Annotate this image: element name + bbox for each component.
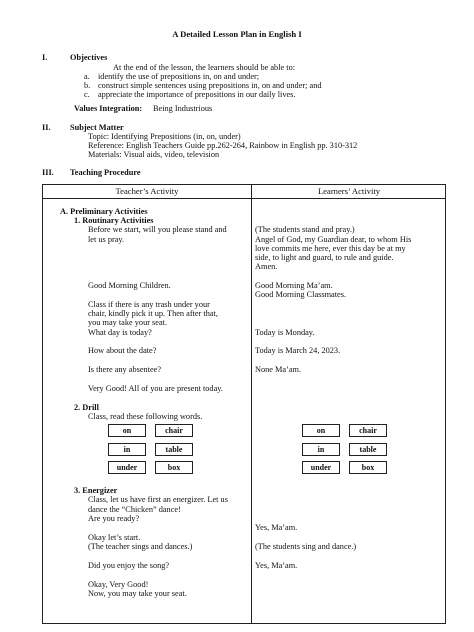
objectives-heading: Objectives [70,53,108,62]
teacher-trash-3: you may take your seat. [88,318,168,327]
learner-enjoy: Yes, Ma’am. [255,561,298,570]
word-card-chair: chair [155,424,193,437]
values-label: Values Integration: [74,104,143,113]
learner-word-card-on: on [302,424,340,437]
values-text: Being Industrious [153,104,213,113]
routinary-heading: 1. Routinary Activities [74,216,154,225]
energizer-heading: 3. Energizer [74,486,118,495]
word-card-in: in [108,443,146,456]
teacher-date: How about the date? [88,346,157,355]
topic-line: Topic: Identifying Prepositions (in, on, under) [88,132,241,141]
word-card-under: under [108,461,146,474]
learner-ready: Yes, Ma’am. [255,523,298,532]
teacher-good: Very Good! All of you are present today. [88,384,223,393]
subject-matter-number: II. [42,123,51,132]
objectives-number: I. [42,53,48,62]
learner-pray-2: Angel of God, my Guardian dear, to whom His [255,235,412,244]
learner-day: Today is Monday. [255,328,315,337]
document-title: A Detailed Lesson Plan in English I [172,29,302,39]
objective-c: appreciate the importance of prepositions in our daily lives. [98,90,296,99]
teacher-absent: Is there any absentee? [88,365,162,374]
teacher-energizer-2: dance the “Chicken” dance! [88,505,181,514]
learner-morning-1: Good Morning Ma’am. [255,281,333,290]
learner-pray-3: love commits me here, ever this day be at my [255,244,406,253]
teacher-day: What day is today? [88,328,152,337]
preliminary-heading: A. Preliminary Activities [60,207,148,216]
learner-absent: None Ma’am. [255,365,302,374]
learner-word-card-under: under [302,461,340,474]
word-card-box: box [155,461,193,474]
teacher-end-1: Okay, Very Good! [88,580,149,589]
learner-morning-2: Good Morning Classmates. [255,290,347,299]
learner-date: Today is March 24, 2023. [255,346,341,355]
learner-word-card-in: in [302,443,340,456]
learner-word-card-box: box [349,461,387,474]
teacher-energizer-1: Class, let us have first an energizer. Let us [88,495,228,504]
column-divider [251,185,252,623]
learner-sing: (The students sing and dance.) [255,542,357,551]
teacher-energizer-3: Are you ready? [88,514,140,523]
teacher-morning: Good Morning Children. [88,281,171,290]
teacher-end-2: Now, you may take your seat. [88,589,187,598]
materials-line: Materials: Visual aids, video, television [88,150,220,159]
learner-word-card-table: table [349,443,387,456]
word-card-table: table [155,443,193,456]
teacher-pray-2: let us pray. [88,235,125,244]
learner-word-card-chair: chair [349,424,387,437]
drill-instruction: Class, read these following words. [88,412,203,421]
learner-pray-5: Amen. [255,262,278,271]
learner-pray-1: (The students stand and pray.) [255,225,355,234]
teacher-trash-2: chair, kindly pick it up. Then after that, [88,309,218,318]
procedure-number: III. [42,168,54,177]
objective-letter-a: a. [84,72,90,81]
objectives-intro: At the end of the lesson, the learners should be able to: [113,63,296,72]
teacher-start-2: (The teacher sings and dances.) [88,542,193,551]
teacher-trash-1: Class if there is any trash under your [88,300,210,309]
reference-line: Reference: English Teachers Guide pp.262-264, Rainbow in English pp. 310-312 [88,141,358,150]
subject-matter-heading: Subject Matter [70,123,124,132]
word-card-on: on [108,424,146,437]
objective-a: identify the use of prepositions in, on and under; [98,72,260,81]
teacher-start-1: Okay let’s start. [88,533,141,542]
objective-letter-c: c. [84,90,90,99]
procedure-heading: Teaching Procedure [70,168,141,177]
teacher-column-header: Teacher’s Activity [115,186,179,196]
drill-heading: 2. Drill [74,403,99,412]
objective-b: construct simple sentences using prepositions in, on and under; and [98,81,322,90]
learner-pray-4: side, to light and guard, to rule and guide. [255,253,394,262]
objective-letter-b: b. [84,81,91,90]
learners-column-header: Learners’ Activity [317,186,381,196]
teacher-pray-1: Before we start, will you please stand and [88,225,227,234]
teacher-enjoy: Did you enjoy the song? [88,561,170,570]
